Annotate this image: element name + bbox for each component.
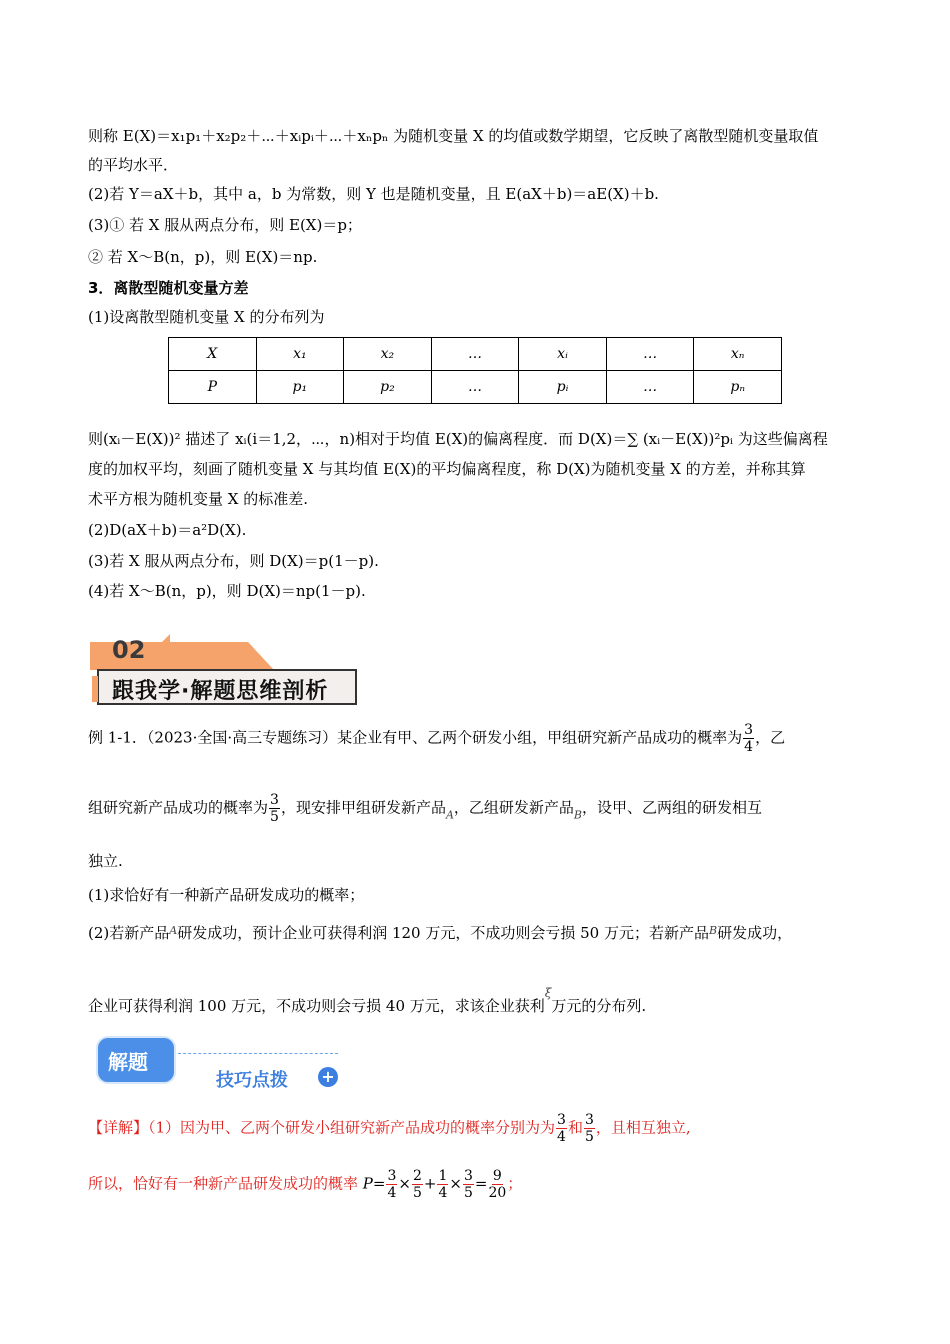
semicolon: ；	[507, 1174, 523, 1193]
banner-number: 02	[112, 636, 146, 664]
example-text: ，现安排甲组研发新产品	[280, 798, 446, 817]
fraction	[743, 722, 754, 755]
numerator: 3	[557, 1112, 566, 1128]
table-cell: …	[606, 338, 694, 371]
table-cell: pₙ	[694, 371, 782, 404]
variable-b: B	[573, 808, 583, 822]
table-row	[169, 371, 782, 404]
table-cell: xᵢ	[519, 338, 607, 371]
example-line-1	[88, 722, 862, 755]
solution-text: 所以，恰好有一种新产品研发成功的概率	[88, 1174, 359, 1193]
variance-para-2: 度的加权平均，刻画了随机变量 X 与其均值 E(X)的平均偏离程度，称 D(X)为随机变量 X 的方差，并称其算	[88, 460, 806, 478]
banner-title: 跟我学·解题思维剖析	[112, 679, 329, 704]
question-1: (1)求恰好有一种新产品研发成功的概率；	[88, 886, 365, 904]
jieti-banner	[96, 1034, 346, 1094]
question-2	[88, 920, 862, 944]
numerator: 3	[584, 1112, 594, 1128]
numerator: 3	[387, 1168, 397, 1184]
variance-line-2: (2)D(aX＋b)＝a²D(X).	[88, 521, 247, 539]
denominator: 4	[438, 1185, 448, 1201]
table-cell: …	[431, 338, 519, 371]
variable-a: A	[445, 808, 454, 822]
example-text: 组研究新产品成功的概率为	[88, 798, 269, 817]
equals: =	[372, 1174, 386, 1193]
denominator: 4	[744, 739, 754, 755]
table-cell: xₙ	[694, 338, 782, 371]
example-text: ，设甲、乙两组的研发相互	[582, 798, 763, 817]
question-3	[88, 982, 862, 1017]
question-text: 企业可获得利润 100 万元，不成功则会亏损 40 万元，求该企业获利	[88, 997, 545, 1015]
denominator: 4	[557, 1129, 566, 1145]
numerator: 3	[744, 722, 754, 738]
fraction	[412, 1168, 423, 1201]
example-text: 例 1-1．（2023·全国·高三专题练习）某企业有甲、乙两个研发小组，甲组研究新产品成功的概率为	[88, 728, 743, 747]
equals: =	[474, 1174, 488, 1193]
example-text: ，乙	[755, 728, 786, 747]
table-cell: p₂	[344, 371, 432, 404]
table-cell: …	[431, 371, 519, 404]
distribution-table	[168, 337, 782, 404]
denominator: 5	[584, 1129, 594, 1145]
example-line-3: 独立.	[88, 852, 123, 870]
intro-line-2: 的平均水平．	[88, 156, 179, 174]
question-text: (2)若新产品	[88, 924, 170, 942]
intro-line-3: (2)若 Y＝aX＋b，其中 a，b 为常数，则 Y 也是随机变量，且 E(aX＋b)＝aE(X)＋b.	[88, 185, 659, 203]
fraction	[556, 1112, 567, 1145]
table-cell: X	[169, 338, 257, 371]
table-cell: x₁	[256, 338, 344, 371]
jieti-subtitle: 技巧点拨	[216, 1070, 288, 1091]
section-3-heading: 3．离散型随机变量方差	[88, 279, 249, 297]
variable-xi: ξ	[544, 986, 552, 1000]
fraction	[584, 1112, 595, 1145]
solution-text: 和	[567, 1118, 583, 1137]
times: ×	[398, 1174, 411, 1193]
numerator: 9	[492, 1168, 502, 1184]
solution-text: 【详解】（1）因为甲、乙两个研发小组研究新产品成功的概率分别为为	[88, 1118, 556, 1137]
denominator: 4	[387, 1185, 397, 1201]
table-cell: …	[606, 371, 694, 404]
numerator: 1	[438, 1168, 448, 1184]
var-p: P	[362, 1174, 373, 1193]
variance-line-4: (4)若 X～B(n，p)，则 D(X)＝np(1－p).	[88, 582, 366, 600]
numerator: 2	[412, 1168, 422, 1184]
fraction	[269, 792, 280, 825]
fraction	[437, 1168, 448, 1201]
variable-b: B	[709, 924, 718, 937]
intro-line-1: 则称 E(X)＝x₁p₁＋x₂p₂＋⋯＋xᵢpᵢ＋⋯＋xₙpₙ 为随机变量 X 的均值或数学期望，它反映了离散型随机变量取值	[88, 127, 819, 145]
table-cell: P	[169, 371, 257, 404]
table-cell: x₂	[344, 338, 432, 371]
example-text: ，乙组研发新产品	[453, 798, 574, 817]
question-text: 万元的分布列.	[551, 997, 647, 1015]
question-text: 研发成功，预计企业可获得利润 120 万元，不成功则会亏损 50 万元；若新产品	[177, 924, 709, 942]
divider	[178, 1053, 338, 1054]
variance-para-3: 术平方根为随机变量 X 的标准差.	[88, 490, 308, 508]
times: ×	[449, 1174, 462, 1193]
fraction	[386, 1168, 397, 1201]
table-cell: p₁	[256, 371, 344, 404]
question-text: 研发成功，	[717, 924, 793, 942]
denominator: 5	[412, 1185, 422, 1201]
solution-text: ，且相互独立,	[595, 1118, 691, 1137]
section-3-line-1: (1)设离散型随机变量 X 的分布列为	[88, 308, 325, 326]
jieti-label: 解题	[108, 1050, 148, 1074]
numerator: 3	[270, 792, 279, 808]
variable-a: A	[169, 924, 178, 937]
denominator: 20	[488, 1185, 507, 1201]
intro-line-5: ② 若 X～B(n，p)，则 E(X)＝np.	[88, 248, 318, 266]
solution-line-2	[88, 1168, 862, 1201]
table-row	[169, 338, 782, 371]
solution-line-1	[88, 1112, 862, 1145]
variance-line-3: (3)若 X 服从两点分布，则 D(X)＝p(1－p).	[88, 552, 379, 570]
numerator: 3	[463, 1168, 473, 1184]
denominator: 5	[270, 809, 279, 825]
variance-para-1: 则(xᵢ－E(X))² 描述了 xᵢ(i＝1,2，⋯，n)相对于均值 E(X)的偏离程度．而 D(X)＝∑ (xᵢ－E(X))²pᵢ 为这些偏离程	[88, 430, 828, 448]
section-banner-02	[88, 632, 358, 708]
plus: +	[423, 1174, 437, 1193]
fraction	[463, 1168, 474, 1201]
plus-icon: +	[318, 1067, 338, 1087]
fraction	[488, 1168, 506, 1201]
table-cell: pᵢ	[519, 371, 607, 404]
example-line-2	[88, 792, 862, 831]
denominator: 5	[463, 1185, 473, 1201]
intro-line-4: (3)① 若 X 服从两点分布，则 E(X)＝p；	[88, 216, 362, 234]
